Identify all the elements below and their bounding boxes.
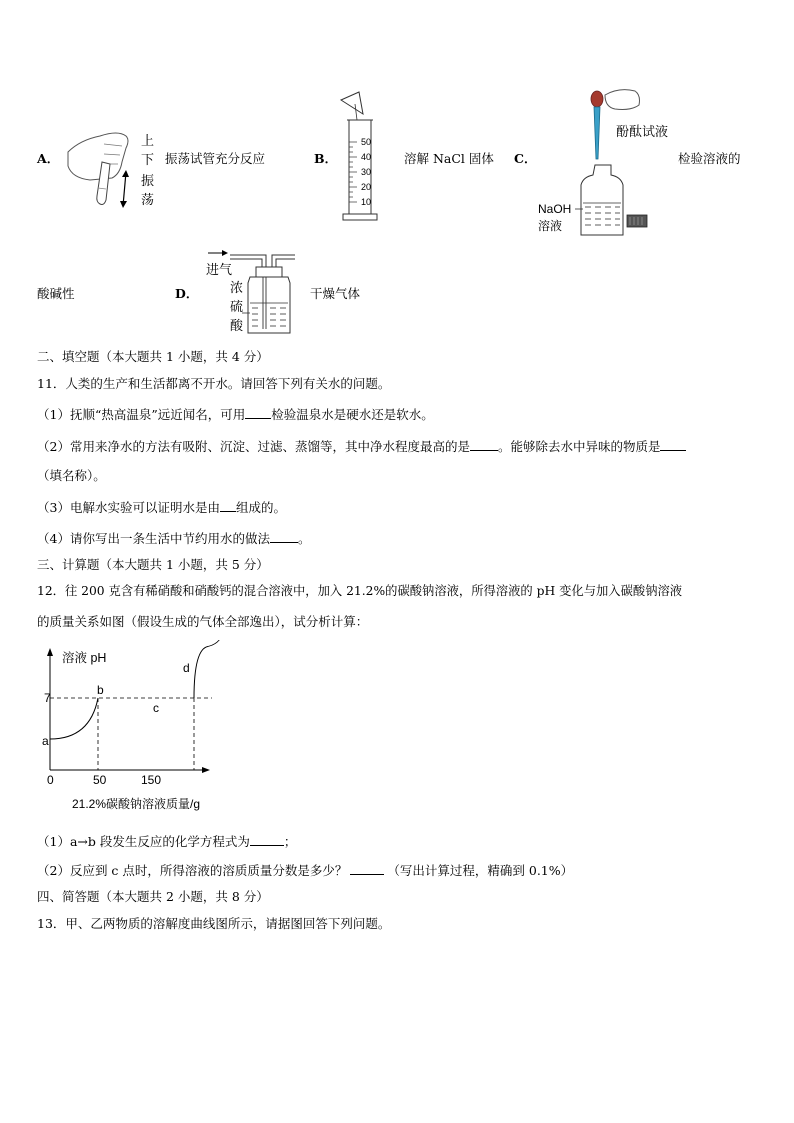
option-b-letter: B．	[314, 151, 338, 166]
chart-point-a-label: a	[42, 734, 49, 748]
q11-blank-3[interactable]	[660, 438, 686, 451]
ph-chart	[30, 640, 230, 820]
q11-part2	[37, 438, 686, 455]
q11-blank-5[interactable]	[270, 530, 298, 543]
q11-part2-text-a: （2）常用来净水的方法有吸附、沉淀、过滤、蒸馏等，其中净水程度最高的是	[37, 439, 470, 454]
gas-inlet-label: 进气	[206, 262, 233, 277]
chart-xtick-150: 150	[141, 773, 162, 787]
acid-label-3: 酸	[230, 318, 244, 333]
chart-xlabel: 21.2%碳酸钠溶液质量/g	[72, 797, 201, 811]
chart-point-d-label: d	[183, 661, 190, 675]
q12-line1: 12．往 200 克含有稀硝酸和硝酸钙的混合溶液中，加入 21.2%的碳酸钠溶液，所得溶液的 pH 变化与加入碳酸钠溶液	[37, 584, 683, 598]
option-d-letter: D．	[175, 286, 199, 301]
q12-blank-1[interactable]	[250, 833, 284, 846]
dropper-bottle-illustration	[575, 85, 660, 240]
leader-d	[208, 640, 220, 646]
section-2-title: 二、填空题（本大题共 1 小题，共 4 分）	[37, 349, 269, 364]
q11-part4-text-a: （4）请你写出一条生活中节约用水的做法	[37, 531, 270, 546]
q11-part1-text-b: 检验温泉水是硬水还是软水。	[271, 407, 434, 422]
q12-part2-text-a: （2）反应到 c 点时，所得溶液的溶质质量分数是多少？	[37, 863, 348, 878]
chart-ylabel: 溶液 pH	[62, 651, 107, 665]
q12-part1-text-b: ；	[283, 834, 297, 849]
section-4-title: 四、简答题（本大题共 2 小题，共 8 分）	[37, 889, 269, 904]
section-3-title: 三、计算题（本大题共 1 小题，共 5 分）	[37, 557, 269, 572]
chart-point-b-label: b	[97, 683, 104, 697]
q11-part4	[37, 530, 310, 547]
option-a-caption: 振荡试管充分反应	[165, 151, 266, 166]
cylinder-tick-30: 30	[361, 167, 372, 177]
acid-label-1: 浓	[230, 280, 244, 295]
cylinder-tick-50: 50	[361, 137, 372, 147]
q11-part3-text-b: 组成的。	[235, 500, 286, 515]
cylinder-tick-10: 10	[361, 197, 372, 207]
y-axis-arrow	[47, 648, 53, 656]
arrow-label-down: 下	[141, 152, 155, 167]
q11-part3-text-a: （3）电解水实验可以证明水是由	[37, 500, 220, 515]
q11-stem: 11．人类的生产和生活都离不开水。请回答下列有关水的问题。	[37, 376, 391, 391]
option-c-caption-cont: 酸碱性	[37, 286, 75, 301]
x-axis-arrow	[202, 767, 210, 773]
option-a-letter: A．	[37, 151, 60, 166]
cylinder-tick-20: 20	[361, 182, 372, 192]
acid-label-2: 硫	[230, 299, 244, 314]
chart-ytick-7: 7	[44, 691, 51, 705]
q11-blank-1[interactable]	[245, 406, 271, 419]
cylinder-tick-40: 40	[361, 152, 372, 162]
q12-part1	[37, 833, 296, 850]
q11-part1-text-a: （1）抚顺“热高温泉”远近闻名，可用	[37, 407, 246, 422]
option-d-caption: 干燥气体	[310, 286, 361, 301]
q13-stem: 13．甲、乙两物质的溶解度曲线图所示，请据图回答下列问题。	[37, 916, 391, 931]
q12-blank-2[interactable]	[350, 862, 384, 875]
chart-xtick-50: 50	[93, 773, 107, 787]
q11-part4-text-b: 。	[297, 531, 311, 546]
option-b-caption: 溶解 NaCl 固体	[404, 151, 494, 166]
option-c-caption: 检验溶液的	[678, 151, 741, 166]
arrow-label-zhen: 振	[141, 173, 155, 188]
graduated-cylinder-illustration	[335, 90, 385, 225]
arrow-label-up: 上	[141, 133, 155, 148]
phenolphthalein-label: 酚酞试液	[616, 124, 669, 139]
arrow-label-dang: 荡	[141, 192, 155, 207]
q11-part1	[37, 406, 434, 423]
chart-xtick-0: 0	[47, 773, 54, 787]
naoh-label: NaOH	[538, 202, 572, 216]
curve-c-d	[194, 646, 208, 698]
q12-part2	[37, 862, 573, 879]
q11-blank-2[interactable]	[470, 438, 498, 451]
solution-label: 溶液	[538, 219, 563, 233]
q12-part1-text-a: （1）a→b 段发生反应的化学方程式为	[37, 834, 250, 849]
q12-part2-text-b: （写出计算过程，精确到 0.1%）	[387, 863, 574, 878]
gas-drying-bottle-illustration	[200, 245, 295, 340]
option-c-letter: C．	[514, 151, 537, 166]
q11-part2-text-c: （填名称）。	[37, 468, 106, 483]
q11-blank-4[interactable]	[220, 499, 236, 512]
q11-part3	[37, 499, 286, 516]
q12-line2: 的质量关系如图（假设生成的气体全部逸出），试分析计算：	[37, 614, 369, 629]
q11-part2-text-b: 。能够除去水中异味的物质是	[497, 439, 661, 454]
curve-a-b	[50, 698, 98, 739]
chart-point-c-label: c	[153, 701, 159, 715]
